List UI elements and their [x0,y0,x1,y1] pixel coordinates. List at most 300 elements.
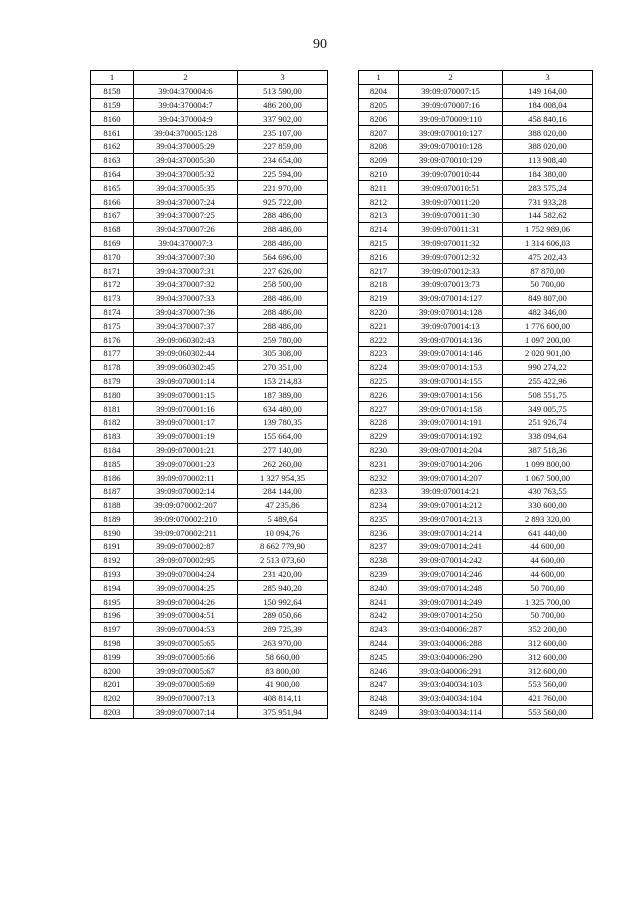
value-cell: 285 940,20 [238,581,328,595]
table-row [91,277,328,291]
table-row [359,526,593,540]
row-number-cell: 8221 [359,319,399,333]
value-cell: 44 600,00 [503,567,593,581]
cadastral-number-cell: 39:09:070014:158 [399,402,503,416]
table-row [91,567,328,581]
cadastral-number-cell: 39:03:040034:104 [399,691,503,705]
table-row [359,388,593,402]
table-row [91,98,328,112]
table-row [359,167,593,181]
value-cell: 349 005,75 [503,402,593,416]
table-row [359,208,593,222]
table-row [91,553,328,567]
value-cell: 288 486,00 [238,208,328,222]
row-number-cell: 8188 [91,498,134,512]
cadastral-number-cell: 39:09:070007:15 [399,84,503,98]
table-row [91,484,328,498]
table-row [359,581,593,595]
cadastral-number-cell: 39:09:070002:207 [134,498,238,512]
table-row [91,319,328,333]
value-cell: 251 926,74 [503,415,593,429]
value-cell: 1 314 606,03 [503,236,593,250]
table-row [91,236,328,250]
cadastral-number-cell: 39:09:070014:248 [399,581,503,595]
cadastral-number-cell: 39:09:070004:25 [134,581,238,595]
row-number-cell: 8201 [91,678,134,692]
cadastral-number-cell: 39:04:370007:36 [134,305,238,319]
row-number-cell: 8208 [359,139,399,153]
value-cell: 312 600,00 [503,650,593,664]
row-number-cell: 8182 [91,415,134,429]
row-number-cell: 8179 [91,374,134,388]
value-cell: 1 752 989,06 [503,222,593,236]
cadastral-number-cell: 39:09:070014:214 [399,526,503,540]
value-cell: 10 094,76 [238,526,328,540]
table-row [359,222,593,236]
value-cell: 553 560,00 [503,678,593,692]
row-number-cell: 8159 [91,98,134,112]
row-number-cell: 8249 [359,705,399,719]
row-number-cell: 8175 [91,319,134,333]
table-row [91,415,328,429]
table-row [91,636,328,650]
value-cell: 338 094,64 [503,429,593,443]
cadastral-number-cell: 39:09:070014:250 [399,609,503,623]
cadastral-number-cell: 39:09:070012:33 [399,264,503,278]
value-cell: 564 696,00 [238,250,328,264]
table-row [359,84,593,98]
column-header: 1 [91,71,134,85]
row-number-cell: 8237 [359,540,399,554]
cadastral-number-cell: 39:09:060302:45 [134,360,238,374]
row-number-cell: 8218 [359,277,399,291]
value-cell: 44 600,00 [503,553,593,567]
row-number-cell: 8225 [359,374,399,388]
cadastral-number-cell: 39:09:070002:211 [134,526,238,540]
value-cell: 990 274,22 [503,360,593,374]
cadastral-number-cell: 39:04:370005:30 [134,153,238,167]
value-cell: 87 870,00 [503,264,593,278]
column-header: 1 [359,71,399,85]
cadastral-number-cell: 39:03:040006:288 [399,636,503,650]
right-table-body [359,84,593,719]
cadastral-number-cell: 39:09:070014:21 [399,484,503,498]
row-number-cell: 8191 [91,540,134,554]
table-row [359,264,593,278]
right-table [358,70,593,719]
cadastral-number-cell: 39:09:070014:246 [399,567,503,581]
table-row [91,84,328,98]
cadastral-number-cell: 39:03:040034:103 [399,678,503,692]
cadastral-number-cell: 39:03:040006:287 [399,622,503,636]
row-number-cell: 8248 [359,691,399,705]
cadastral-number-cell: 39:09:070011:31 [399,222,503,236]
cadastral-number-cell: 39:04:370007:26 [134,222,238,236]
value-cell: 289 050,66 [238,609,328,623]
table-row [359,567,593,581]
table-row [359,471,593,485]
table-header-row [359,71,593,85]
cadastral-number-cell: 39:09:070001:16 [134,402,238,416]
value-cell: 184 008,04 [503,98,593,112]
value-cell: 1 067 500,00 [503,471,593,485]
cadastral-number-cell: 39:09:070007:14 [134,705,238,719]
row-number-cell: 8198 [91,636,134,650]
cadastral-number-cell: 39:09:070001:14 [134,374,238,388]
value-cell: 1 325 700,00 [503,595,593,609]
cadastral-number-cell: 39:09:070011:20 [399,195,503,209]
value-cell: 408 814,11 [238,691,328,705]
cadastral-number-cell: 39:09:070014:128 [399,305,503,319]
cadastral-number-cell: 39:04:370007:24 [134,195,238,209]
table-row [359,457,593,471]
table-row [91,664,328,678]
cadastral-number-cell: 39:09:070014:153 [399,360,503,374]
column-header: 3 [238,71,328,85]
table-row [91,346,328,360]
value-cell: 47 235,86 [238,498,328,512]
row-number-cell: 8168 [91,222,134,236]
value-cell: 258 500,00 [238,277,328,291]
table-row [91,429,328,443]
row-number-cell: 8185 [91,457,134,471]
row-number-cell: 8165 [91,181,134,195]
row-number-cell: 8183 [91,429,134,443]
value-cell: 305 308,00 [238,346,328,360]
row-number-cell: 8214 [359,222,399,236]
table-row [91,360,328,374]
table-row [91,512,328,526]
column-header: 2 [399,71,503,85]
cadastral-number-cell: 39:09:070001:17 [134,415,238,429]
table-row [359,181,593,195]
table-row [359,664,593,678]
table-row [91,540,328,554]
value-cell: 388 020,00 [503,126,593,140]
cadastral-number-cell: 39:04:370004:6 [134,84,238,98]
cadastral-number-cell: 39:09:070014:207 [399,471,503,485]
cadastral-number-cell: 39:09:070010:127 [399,126,503,140]
row-number-cell: 8231 [359,457,399,471]
value-cell: 312 600,00 [503,636,593,650]
row-number-cell: 8241 [359,595,399,609]
table-row [91,153,328,167]
row-number-cell: 8194 [91,581,134,595]
row-number-cell: 8207 [359,126,399,140]
column-header: 3 [503,71,593,85]
row-number-cell: 8242 [359,609,399,623]
table-row [91,333,328,347]
table-row [359,195,593,209]
table-row [91,622,328,636]
value-cell: 83 800,00 [238,664,328,678]
table-row [91,471,328,485]
row-number-cell: 8216 [359,250,399,264]
table-row [91,291,328,305]
cadastral-number-cell: 39:03:040006:291 [399,664,503,678]
cadastral-number-cell: 39:09:070004:51 [134,609,238,623]
row-number-cell: 8228 [359,415,399,429]
row-number-cell: 8195 [91,595,134,609]
row-number-cell: 8233 [359,484,399,498]
cadastral-number-cell: 39:09:070014:155 [399,374,503,388]
row-number-cell: 8204 [359,84,399,98]
cadastral-number-cell: 39:09:070014:136 [399,333,503,347]
row-number-cell: 8217 [359,264,399,278]
table-header-row [91,71,328,85]
cadastral-number-cell: 39:03:040006:290 [399,650,503,664]
cadastral-number-cell: 39:09:070005:67 [134,664,238,678]
row-number-cell: 8196 [91,609,134,623]
cadastral-number-cell: 39:04:370007:33 [134,291,238,305]
table-row [91,167,328,181]
value-cell: 255 422,96 [503,374,593,388]
value-cell: 2 513 073,60 [238,553,328,567]
value-cell: 263 970,00 [238,636,328,650]
table-row [91,581,328,595]
cadastral-number-cell: 39:09:070011:30 [399,208,503,222]
row-number-cell: 8238 [359,553,399,567]
cadastral-number-cell: 39:09:070010:44 [399,167,503,181]
cadastral-number-cell: 39:09:070004:53 [134,622,238,636]
cadastral-number-cell: 39:09:070014:206 [399,457,503,471]
row-number-cell: 8230 [359,443,399,457]
value-cell: 288 486,00 [238,305,328,319]
row-number-cell: 8172 [91,277,134,291]
left-table [90,70,328,719]
row-number-cell: 8163 [91,153,134,167]
row-number-cell: 8199 [91,650,134,664]
value-cell: 641 440,00 [503,526,593,540]
row-number-cell: 8160 [91,112,134,126]
value-cell: 486 200,00 [238,98,328,112]
value-cell: 139 780,35 [238,415,328,429]
cadastral-number-cell: 39:04:370005:29 [134,139,238,153]
row-number-cell: 8215 [359,236,399,250]
value-cell: 184 380,00 [503,167,593,181]
table-row [359,595,593,609]
row-number-cell: 8190 [91,526,134,540]
cadastral-number-cell: 39:09:070001:15 [134,388,238,402]
row-number-cell: 8170 [91,250,134,264]
row-number-cell: 8234 [359,498,399,512]
table-row [91,705,328,719]
row-number-cell: 8205 [359,98,399,112]
cadastral-number-cell: 39:09:070014:249 [399,595,503,609]
value-cell: 270 351,00 [238,360,328,374]
cadastral-number-cell: 39:04:370007:25 [134,208,238,222]
row-number-cell: 8246 [359,664,399,678]
row-number-cell: 8164 [91,167,134,181]
value-cell: 187 389,00 [238,388,328,402]
cadastral-number-cell: 39:09:070007:16 [399,98,503,112]
value-cell: 513 590,00 [238,84,328,98]
table-row [91,609,328,623]
cadastral-number-cell: 39:04:370007:32 [134,277,238,291]
cadastral-number-cell: 39:04:370005:128 [134,126,238,140]
table-row [91,181,328,195]
table-row [359,277,593,291]
value-cell: 5 489,64 [238,512,328,526]
row-number-cell: 8200 [91,664,134,678]
row-number-cell: 8189 [91,512,134,526]
value-cell: 289 725,39 [238,622,328,636]
table-row [91,374,328,388]
row-number-cell: 8171 [91,264,134,278]
row-number-cell: 8169 [91,236,134,250]
cadastral-number-cell: 39:09:070014:242 [399,553,503,567]
left-table-body [91,84,328,719]
cadastral-number-cell: 39:09:070010:128 [399,139,503,153]
row-number-cell: 8227 [359,402,399,416]
row-number-cell: 8232 [359,471,399,485]
value-cell: 421 760,00 [503,691,593,705]
table-row [359,360,593,374]
row-number-cell: 8243 [359,622,399,636]
cadastral-number-cell: 39:09:070014:241 [399,540,503,554]
row-number-cell: 8219 [359,291,399,305]
row-number-cell: 8176 [91,333,134,347]
cadastral-number-cell: 39:09:070002:210 [134,512,238,526]
cadastral-number-cell: 39:09:070004:26 [134,595,238,609]
cadastral-number-cell: 39:09:070012:32 [399,250,503,264]
table-row [91,498,328,512]
value-cell: 387 518,36 [503,443,593,457]
value-cell: 259 780,00 [238,333,328,347]
row-number-cell: 8206 [359,112,399,126]
table-row [359,429,593,443]
value-cell: 553 560,00 [503,705,593,719]
table-row [359,402,593,416]
row-number-cell: 8181 [91,402,134,416]
value-cell: 430 763,55 [503,484,593,498]
row-number-cell: 8244 [359,636,399,650]
value-cell: 227 626,00 [238,264,328,278]
table-row [359,636,593,650]
cadastral-number-cell: 39:09:070002:95 [134,553,238,567]
table-row [359,691,593,705]
row-number-cell: 8220 [359,305,399,319]
value-cell: 41 900,00 [238,678,328,692]
table-row [359,305,593,319]
row-number-cell: 8229 [359,429,399,443]
value-cell: 58 660,00 [238,650,328,664]
cadastral-number-cell: 39:09:070005:66 [134,650,238,664]
row-number-cell: 8197 [91,622,134,636]
value-cell: 1 776 600,00 [503,319,593,333]
table-row [359,126,593,140]
value-cell: 8 662 779,90 [238,540,328,554]
table-row [359,291,593,305]
cadastral-number-cell: 39:09:070014:204 [399,443,503,457]
value-cell: 2 020 901,00 [503,346,593,360]
value-cell: 1 099 800,00 [503,457,593,471]
table-row [359,553,593,567]
cadastral-number-cell: 39:09:070011:32 [399,236,503,250]
table-row [91,222,328,236]
value-cell: 227 859,00 [238,139,328,153]
value-cell: 337 902,00 [238,112,328,126]
table-row [359,374,593,388]
table-row [359,512,593,526]
cadastral-number-cell: 39:04:370005:35 [134,181,238,195]
value-cell: 113 908,40 [503,153,593,167]
value-cell: 277 140,00 [238,443,328,457]
table-row [91,112,328,126]
row-number-cell: 8210 [359,167,399,181]
value-cell: 149 164,00 [503,84,593,98]
row-number-cell: 8245 [359,650,399,664]
value-cell: 1 097 200,00 [503,333,593,347]
row-number-cell: 8202 [91,691,134,705]
row-number-cell: 8166 [91,195,134,209]
table-row [359,415,593,429]
value-cell: 482 346,00 [503,305,593,319]
value-cell: 288 486,00 [238,319,328,333]
cadastral-number-cell: 39:04:370007:30 [134,250,238,264]
table-row [359,650,593,664]
cadastral-number-cell: 39:09:060302:44 [134,346,238,360]
row-number-cell: 8211 [359,181,399,195]
table-row [91,126,328,140]
value-cell: 634 480,00 [238,402,328,416]
table-row [91,402,328,416]
cadastral-number-cell: 39:09:070009:110 [399,112,503,126]
value-cell: 375 951,94 [238,705,328,719]
cadastral-number-cell: 39:09:070005:69 [134,678,238,692]
value-cell: 288 486,00 [238,291,328,305]
value-cell: 150 992,64 [238,595,328,609]
cadastral-number-cell: 39:04:370004:7 [134,98,238,112]
value-cell: 475 202,43 [503,250,593,264]
cadastral-number-cell: 39:09:070014:213 [399,512,503,526]
table-row [359,236,593,250]
row-number-cell: 8203 [91,705,134,719]
value-cell: 153 214,83 [238,374,328,388]
row-number-cell: 8223 [359,346,399,360]
value-cell: 50 700,00 [503,581,593,595]
table-row [91,305,328,319]
table-row [91,264,328,278]
page-number: 90 [313,37,327,52]
table-row [91,250,328,264]
row-number-cell: 8173 [91,291,134,305]
row-number-cell: 8178 [91,360,134,374]
row-number-cell: 8235 [359,512,399,526]
table-row [91,691,328,705]
row-number-cell: 8161 [91,126,134,140]
value-cell: 330 600,00 [503,498,593,512]
row-number-cell: 8193 [91,567,134,581]
cadastral-number-cell: 39:09:070013:73 [399,277,503,291]
value-cell: 235 107,00 [238,126,328,140]
table-row [91,388,328,402]
table-row [359,319,593,333]
table-row [359,112,593,126]
table-row [91,457,328,471]
table-row [359,250,593,264]
table-row [91,443,328,457]
table-row [359,540,593,554]
value-cell: 144 582,62 [503,208,593,222]
cadastral-number-cell: 39:09:070010:129 [399,153,503,167]
table-row [359,346,593,360]
cadastral-number-cell: 39:09:070002:87 [134,540,238,554]
value-cell: 262 260,00 [238,457,328,471]
table-row [359,333,593,347]
table-row [91,678,328,692]
row-number-cell: 8174 [91,305,134,319]
